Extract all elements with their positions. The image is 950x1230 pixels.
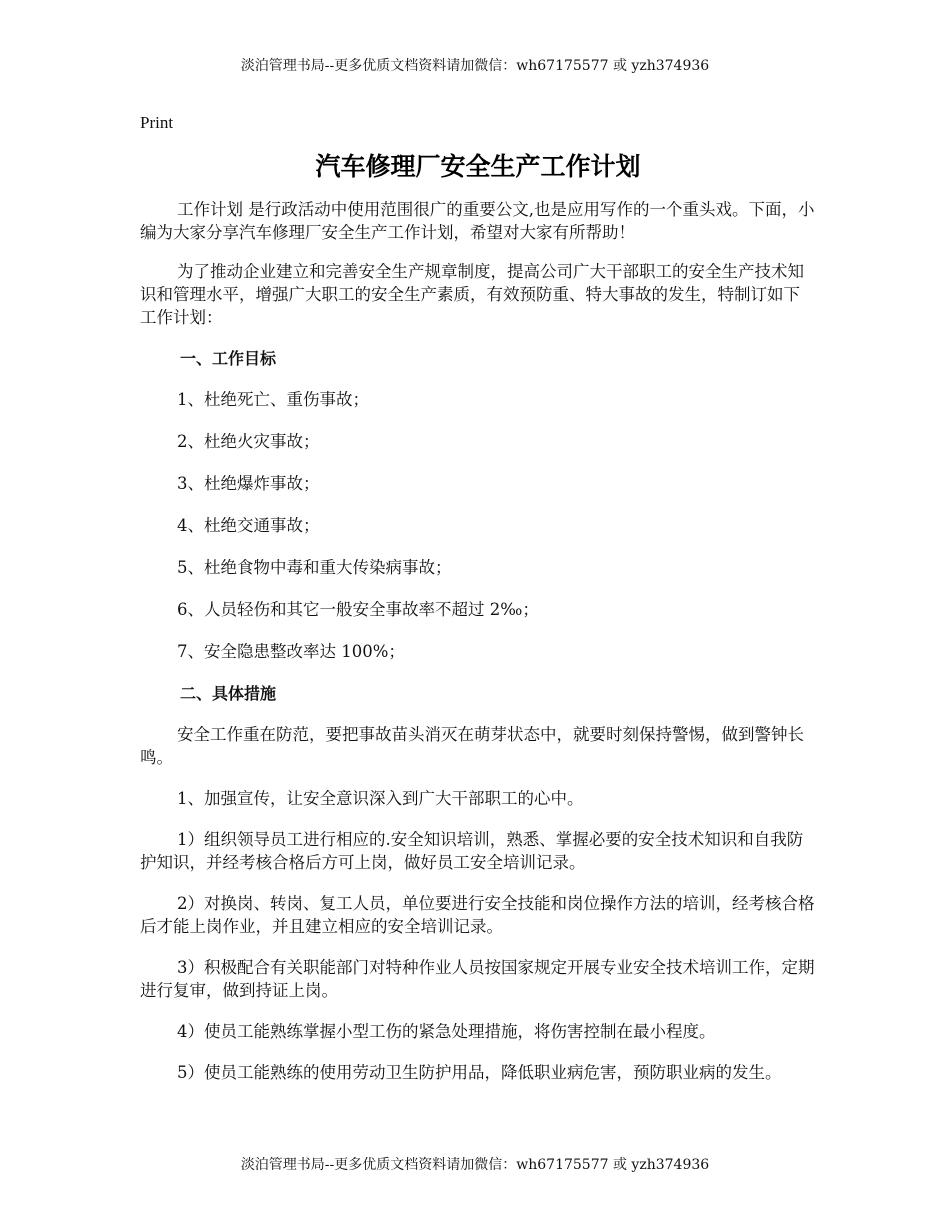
goal-item: 3、杜绝爆炸事故； <box>177 474 320 493</box>
section-heading-measures: 二、具体措施 <box>180 684 277 703</box>
measure-subitem: 1）组织领导员工进行相应的.安全知识培训，熟悉、掌握必要的安全技术知识和自我防护知识，并经考核合格后方可上岗，做好员工安全培训记录。 <box>140 830 804 872</box>
goal-item: 5、杜绝食物中毒和重大传染病事故； <box>177 558 452 577</box>
page-header: 淡泊管理书局--更多优质文档资料请加微信：wh67175577 或 yzh374936 <box>240 58 710 74</box>
intro-paragraph: 工作计划 是行政活动中使用范围很广的重要公文,也是应用写作的一个重头戏。下面，小编为大家分享汽车修理厂安全生产工作计划，希望对大家有所帮助！ <box>140 200 815 242</box>
print-label: Print <box>140 113 174 132</box>
goal-item: 6、人员轻伤和其它一般安全事故率不超过 2‰； <box>177 600 539 619</box>
goal-item: 2、杜绝火灾事故； <box>177 432 320 451</box>
document-body <box>140 112 816 1102</box>
measure-subitem: 3）积极配合有关职能部门对特种作业人员按国家规定开展专业安全技术培训工作，定期进行复审，做到持证上岗。 <box>140 958 815 1000</box>
measure-subitem: 5）使员工能熟练的使用劳动卫生防护用品，降低职业病危害，预防职业病的发生。 <box>177 1063 782 1082</box>
measure-subitem: 2）对换岗、转岗、复工人员，单位要进行安全技能和岗位操作方法的培训，经考核合格后才能上岗作业，并且建立相应的安全培训记录。 <box>140 894 815 936</box>
measure-subitem: 4）使员工能熟练掌握小型工伤的紧急处理措施，将伤害控制在最小程度。 <box>177 1022 716 1041</box>
goal-item: 4、杜绝交通事故； <box>177 516 320 535</box>
preface-paragraph: 为了推动企业建立和完善安全生产规章制度，提高公司广大干部职工的安全生产技术知识和管理水平，增强广大职工的安全生产素质，有效预防重、特大事故的发生，特制订如下工作计划： <box>140 262 804 327</box>
page-footer: 淡泊管理书局--更多优质文档资料请加微信：wh67175577 或 yzh374936 <box>240 1157 710 1173</box>
goal-item: 1、杜绝死亡、重伤事故； <box>177 390 369 409</box>
document-title: 汽车修理厂安全生产工作计划 <box>315 152 641 181</box>
measure-item: 1、加强宣传，让安全意识深入到广大干部职工的心中。 <box>177 789 584 808</box>
measures-lead-paragraph: 安全工作重在防范，要把事故苗头消灭在萌芽状态中，就要时刻保持警惕，做到警钟长鸣。 <box>140 725 804 767</box>
section-heading-goals: 一、工作目标 <box>180 349 277 368</box>
goal-item: 7、安全隐患整改率达 100%； <box>177 642 405 661</box>
